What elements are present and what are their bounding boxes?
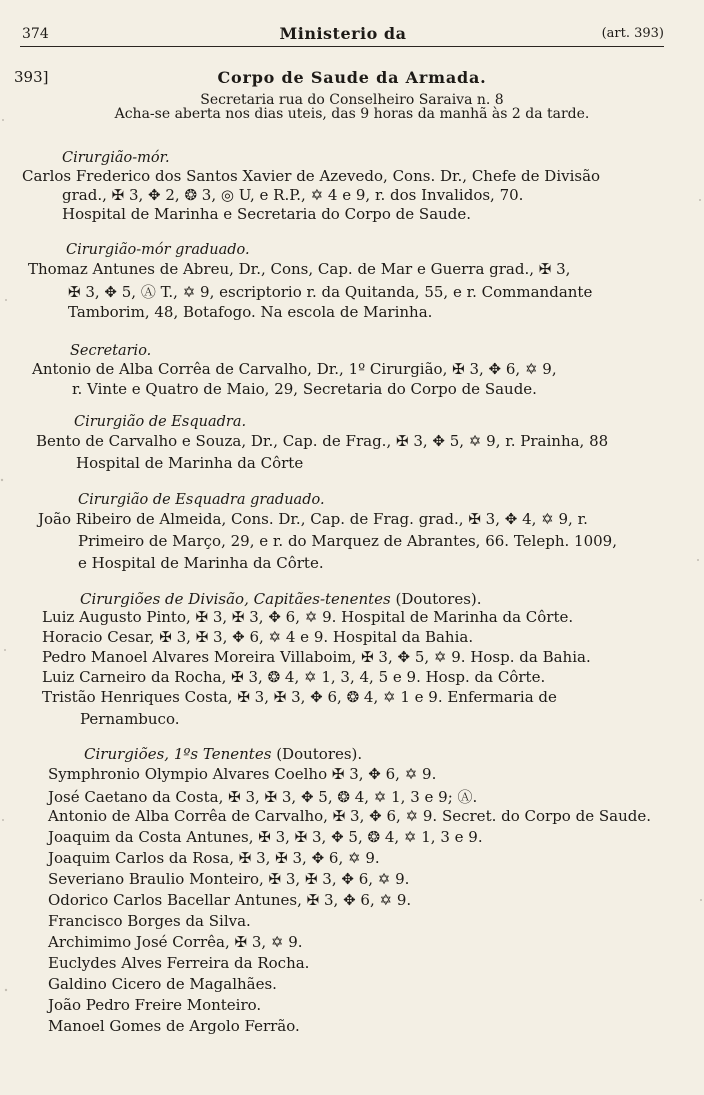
section-title: Corpo de Saude da Armada.	[217, 68, 487, 87]
header-rule	[20, 46, 664, 47]
entry-line: Hospital de Marinha da Côrte	[76, 454, 304, 472]
entry-line: Antonio de Alba Corrêa de Carvalho, ✠ 3, ✥ 6, ✡ 9. Secret. do Corpo de Saude.	[48, 807, 651, 825]
page-number: 374	[22, 26, 49, 42]
group-heading	[84, 745, 362, 763]
section-hours: Acha-se aberta nos dias uteis, das 9 horas da manhã às 2 da tarde.	[114, 106, 590, 122]
entry-line: Archimimo José Corrêa, ✠ 3, ✡ 9.	[48, 933, 303, 951]
group-note: (Doutores).	[276, 745, 363, 763]
entry-line: Luiz Augusto Pinto, ✠ 3, ✠ 3, ✥ 6, ✡ 9. Hospital de Marinha da Côrte.	[42, 608, 574, 626]
entry-line: r. Vinte e Quatro de Maio, 29, Secretaria do Corpo de Saude.	[72, 380, 537, 398]
entry-line: Thomaz Antunes de Abreu, Dr., Cons, Cap. de Mar e Guerra grad., ✠ 3,	[28, 260, 571, 278]
entry-line: Luiz Carneiro da Rocha, ✠ 3, ❂ 4, ✡ 1, 3, 4, 5 e 9. Hosp. da Côrte.	[42, 668, 546, 686]
section-number: 393]	[14, 68, 49, 86]
entry-line: Symphronio Olympio Alvares Coelho ✠ 3, ✥ 6, ✡ 9.	[48, 765, 437, 783]
entry-line: Tamborim, 48, Botafogo. Na escola de Marinha.	[68, 303, 433, 321]
entry-line: Pedro Manoel Alvares Moreira Villaboim, ✠ 3, ✥ 5, ✡ 9. Hosp. da Bahia.	[42, 648, 591, 666]
entry-line: Joaquim Carlos da Rosa, ✠ 3, ✠ 3, ✥ 6, ✡ 9.	[48, 849, 380, 867]
entry-line: Horacio Cesar, ✠ 3, ✠ 3, ✥ 6, ✡ 4 e 9. Hospital da Bahia.	[42, 628, 474, 646]
entry-line: João Ribeiro de Almeida, Cons. Dr., Cap. de Frag. grad., ✠ 3, ✥ 4, ✡ 9, r.	[38, 510, 588, 528]
entry-line: José Caetano da Costa, ✠ 3, ✠ 3, ✥ 5, ❂ 4, ✡ 1, 3 e 9; Ⓐ.	[48, 788, 478, 806]
entry-line: Joaquim da Costa Antunes, ✠ 3, ✠ 3, ✥ 5, ❂ 4, ✡ 1, 3 e 9.	[48, 828, 483, 846]
section-address: Secretaria rua do Conselheiro Saraiva n. 8	[200, 92, 504, 108]
entry-line: João Pedro Freire Monteiro.	[48, 996, 262, 1014]
entry-line: Tristão Henriques Costa, ✠ 3, ✠ 3, ✥ 6, ❂ 4, ✡ 1 e 9. Enfermaria de	[42, 688, 557, 706]
role-heading: Cirurgião-mór graduado.	[66, 242, 250, 258]
group-note: (Doutores).	[395, 590, 482, 608]
running-header	[22, 24, 664, 46]
group-role: Cirurgiões, 1ºs Tenentes	[84, 745, 272, 763]
entry-line: Francisco Borges da Silva.	[48, 912, 251, 930]
role-heading: Cirurgião de Esquadra.	[74, 414, 247, 430]
entry-line: Pernambuco.	[80, 710, 180, 728]
entry-line: Galdino Cicero de Magalhães.	[48, 975, 277, 993]
entry-line: grad., ✠ 3, ✥ 2, ❂ 3, ◎ U, e R.P., ✡ 4 e 9, r. dos Invalidos, 70.	[62, 186, 524, 204]
entry-line: Carlos Frederico dos Santos Xavier de Azevedo, Cons. Dr., Chefe de Divisão	[22, 167, 601, 185]
entry-line: Primeiro de Março, 29, e r. do Marquez de Abrantes, 66. Teleph. 1009,	[78, 532, 617, 550]
role-heading: Cirurgião-mór.	[62, 150, 170, 166]
role-heading: Cirurgião de Esquadra graduado.	[78, 492, 325, 508]
article-ref: (art. 393)	[601, 26, 664, 41]
entry-line: Euclydes Alves Ferreira da Rocha.	[48, 954, 310, 972]
entry-line: Hospital de Marinha e Secretaria do Corpo de Saude.	[62, 205, 472, 223]
entry-line: e Hospital de Marinha da Côrte.	[78, 554, 324, 572]
entry-line: Odorico Carlos Bacellar Antunes, ✠ 3, ✥ 6, ✡ 9.	[48, 891, 412, 909]
entry-line: ✠ 3, ✥ 5, Ⓐ T., ✡ 9, escriptorio r. da Quitanda, 55, e r. Commandante	[68, 283, 593, 301]
group-role: Cirurgiões de Divisão, Capitães-tenentes	[80, 590, 391, 608]
entry-line: Manoel Gomes de Argolo Ferrão.	[48, 1017, 300, 1035]
entry-line: Severiano Braulio Monteiro, ✠ 3, ✠ 3, ✥ 6, ✡ 9.	[48, 870, 410, 888]
entry-line: Antonio de Alba Corrêa de Carvalho, Dr., 1º Cirurgião, ✠ 3, ✥ 6, ✡ 9,	[32, 360, 557, 378]
header-title: Ministerio da	[279, 24, 407, 43]
entry-line: Bento de Carvalho e Souza, Dr., Cap. de Frag., ✠ 3, ✥ 5, ✡ 9, r. Prainha, 88	[36, 432, 609, 450]
role-heading: Secretario.	[70, 343, 152, 359]
group-heading	[80, 590, 482, 608]
